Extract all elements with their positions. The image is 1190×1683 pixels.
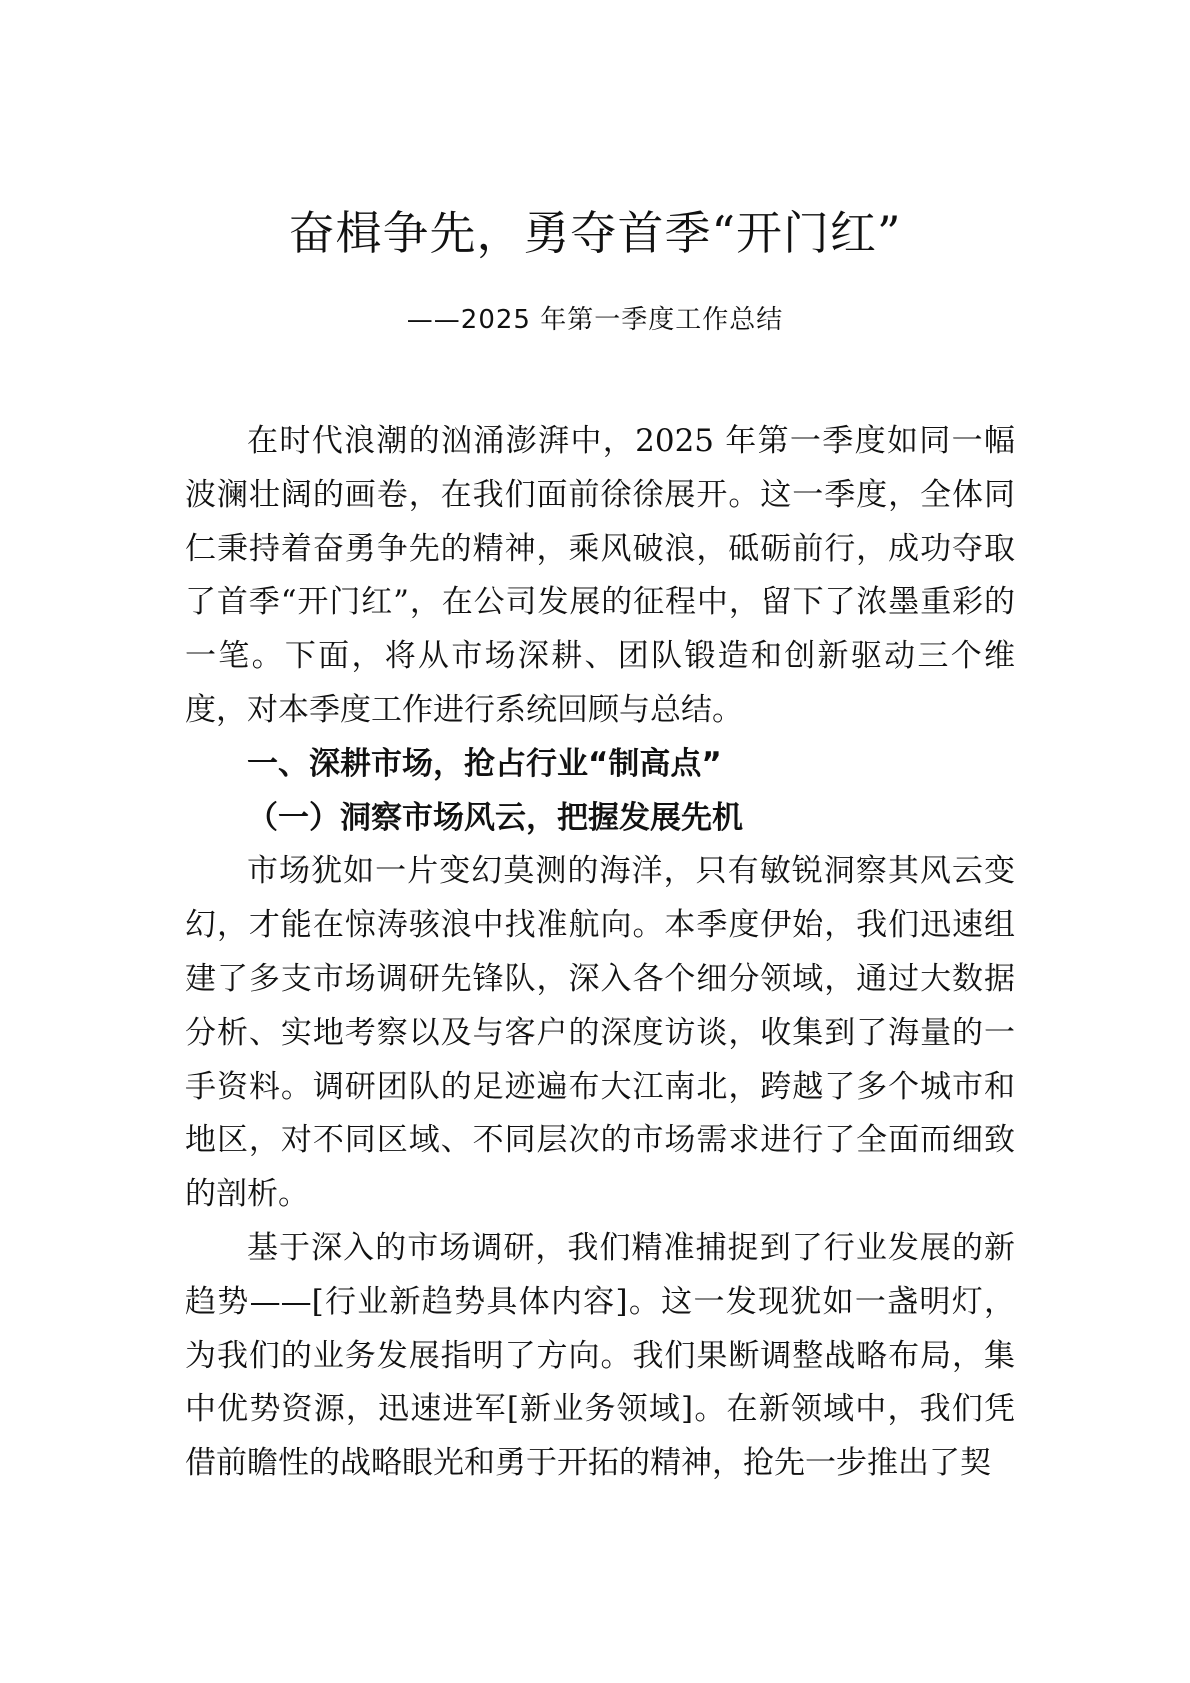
subsection-heading: （一）洞察市场风云，把握发展先机	[247, 799, 743, 836]
section-heading: 一、深耕市场，抢占行业“制高点”	[247, 745, 722, 782]
body-paragraph-2: 基于深入的市场调研，我们精准捕捉到了行业发展的新趋势——[行业新趋势具体内容]。这一发现犹如一盏明灯，为我们的业务发展指明了方向。我们果断调整战略布局，集中优势资源，迅速进军[新业务领域]。在新领域中，我们凭借前瞻性的战略眼光和勇于开拓的精神，抢先一步推出了契	[185, 1229, 1015, 1482]
document-body	[185, 415, 1015, 1491]
body-paragraph-1: 市场犹如一片变幻莫测的海洋，只有敏锐洞察其风云变幻，才能在惊涛骇浪中找准航向。本季度伊始，我们迅速组建了多支市场调研先锋队，深入各个细分领域，通过大数据分析、实地考察以及与客户的深度访谈，收集到了海量的一手资料。调研团队的足迹遍布大江南北，跨越了多个城市和地区，对不同区域、不同层次的市场需求进行了全面而细致的剖析。	[185, 853, 1015, 1213]
document-title: 奋楫争先，勇夺首季“开门红”	[288, 206, 902, 260]
document-subtitle: ——2025 年第一季度工作总结	[406, 305, 784, 335]
intro-paragraph: 在时代浪潮的汹涌澎湃中，2025 年第一季度如同一幅波澜壮阔的画卷，在我们面前徐徐展开。这一季度，全体同仁秉持着奋勇争先的精神，乘风破浪，砥砺前行，成功夺取了首季“开门红”，在公司发展的征程中，留下了浓墨重彩的一笔。下面，将从市场深耕、团队锻造和创新驱动三个维度，对本季度工作进行系统回顾与总结。	[185, 423, 1015, 728]
